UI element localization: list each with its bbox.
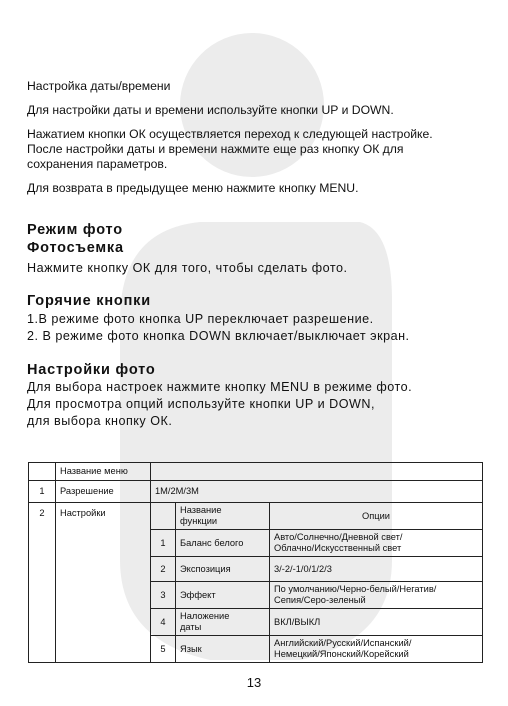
subrow-2-options: 3/-2/-1/0/1/2/3: [270, 557, 483, 582]
photo-mode-subheading: Фотосъемка: [27, 240, 124, 256]
sub-header-options: Опции: [270, 503, 483, 530]
row-1-name: Разрешение: [56, 481, 151, 503]
sub-header-function: [176, 503, 270, 530]
subrow-5-num: 5: [151, 636, 176, 663]
subrow-5-options-line-1: Английский/Русский/Испанский/: [274, 638, 412, 648]
subrow-3-options-line-2: Сепия/Серо-зеленый: [274, 595, 366, 605]
settings-menu-table: [28, 462, 483, 663]
subrow-4-function-line-2: даты: [180, 622, 202, 632]
subrow-2-num: 2: [151, 557, 176, 582]
photo-settings-line-2: Для просмотра опций используйте кнопки UP и DOWN,: [27, 397, 375, 411]
subrow-4-function-line-1: Наложение: [180, 611, 230, 621]
hotkeys-line-1: 1.В режиме фото кнопка UP переключает разрешение.: [27, 312, 374, 326]
subrow-1-function: Баланс белого: [176, 530, 270, 557]
datetime-title: Настройка даты/времени: [27, 79, 171, 93]
sub-header-num: [151, 503, 176, 530]
datetime-paragraph-2-line-1: Нажатием кнопки ОК осуществляется переход к следующей настройке.: [27, 127, 433, 141]
subrow-1-num: 1: [151, 530, 176, 557]
photo-mode-heading: Режим фото: [27, 222, 123, 238]
datetime-paragraph-2-line-3: сохранения параметров.: [27, 157, 168, 171]
subrow-3-options: [270, 582, 483, 609]
hotkeys-heading: Горячие кнопки: [27, 293, 151, 309]
subrow-3-options-line-1: По умолчанию/Черно-белый/Негатив/: [274, 584, 437, 594]
table-row: [29, 503, 483, 530]
photo-settings-line-3: для выбора кнопку ОК.: [27, 414, 173, 428]
row-1-value: 1M/2M/3M: [151, 481, 483, 503]
subrow-1-options-line-2: Облачно/Искусственный свет: [274, 543, 402, 553]
photo-settings-heading: Настройки фото: [27, 362, 156, 378]
datetime-paragraph-3: Для возврата в предыдущее меню нажмите кнопку MENU.: [27, 181, 359, 195]
table-header-blank: [151, 463, 483, 481]
page-number: 13: [246, 675, 262, 690]
table-header-num-cell: [29, 463, 56, 481]
datetime-paragraph-1: Для настройки даты и времени используйте кнопки UP и DOWN.: [27, 103, 394, 117]
table-header-menu-name: Название меню: [56, 463, 151, 481]
sub-header-function-line-1: Название: [180, 505, 222, 515]
table-row: [29, 481, 483, 503]
datetime-paragraph-2-line-2: После настройки даты и времени нажмите еще раз кнопку ОК для: [27, 142, 404, 156]
subrow-3-function: Эффект: [176, 582, 270, 609]
hotkeys-line-2: 2. В режиме фото кнопка DOWN включает/выключает экран.: [27, 329, 410, 343]
subrow-5-function: Язык: [176, 636, 270, 663]
subrow-2-function: Экспозиция: [176, 557, 270, 582]
subrow-1-options-line-1: Авто/Солнечно/Дневной свет/: [274, 532, 403, 542]
subrow-4-function: [176, 609, 270, 636]
row-2-num: 2: [29, 503, 56, 663]
photo-mode-text: Нажмите кнопку ОК для того, чтобы сделать фото.: [27, 261, 348, 275]
photo-settings-line-1: Для выбора настроек нажмите кнопку MENU в режиме фото.: [27, 380, 413, 394]
subrow-5-options: [270, 636, 483, 663]
row-1-num: 1: [29, 481, 56, 503]
subrow-4-num: 4: [151, 609, 176, 636]
subrow-1-options: [270, 530, 483, 557]
subrow-5-options-line-2: Немецкий/Японский/Корейский: [274, 649, 409, 659]
row-2-name: Настройки: [56, 503, 151, 663]
table-header-row: [29, 463, 483, 481]
sub-header-function-line-2: функции: [180, 516, 218, 526]
subrow-4-options: ВКЛ/ВЫКЛ: [270, 609, 483, 636]
subrow-3-num: 3: [151, 582, 176, 609]
